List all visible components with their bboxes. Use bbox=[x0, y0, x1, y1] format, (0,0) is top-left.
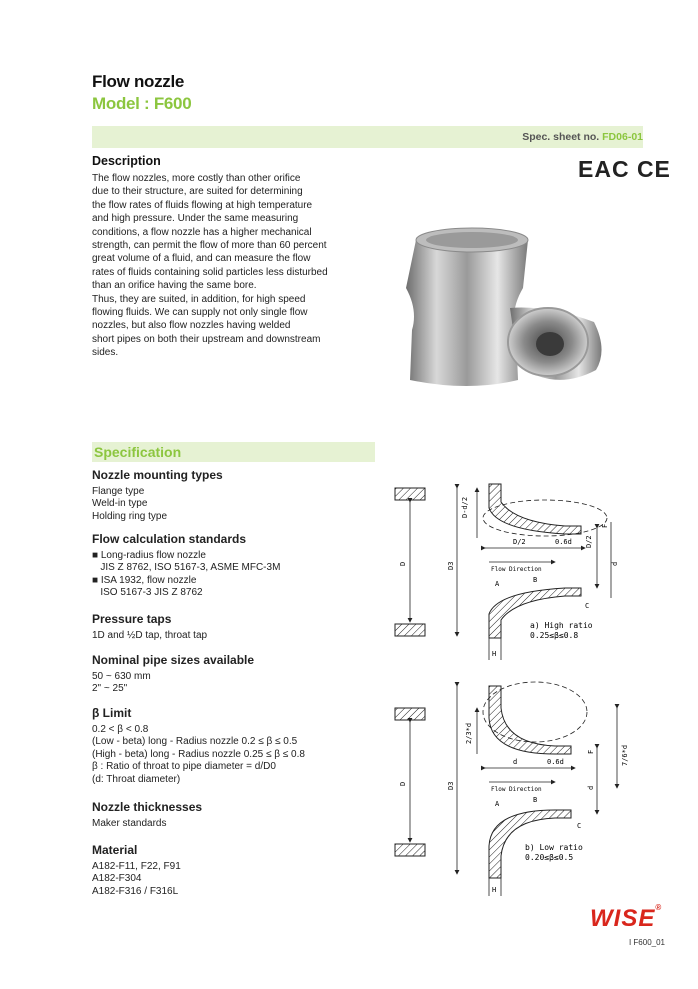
pipe-wall-top bbox=[395, 488, 425, 500]
dim-label: 7/6*d bbox=[621, 744, 629, 766]
description-line: Thus, they are suited, in addition, for high speed bbox=[92, 293, 306, 305]
point-label: A bbox=[495, 580, 500, 588]
diagram-low-ratio bbox=[395, 682, 629, 896]
nozzle-profile-top bbox=[489, 484, 581, 534]
nozzle-profile-top bbox=[489, 686, 571, 754]
dim-label: D3 bbox=[447, 561, 455, 570]
flow-nozzle-photo bbox=[398, 210, 614, 400]
point-label: A bbox=[495, 800, 500, 808]
description-text bbox=[92, 172, 357, 360]
diagram-high-ratio bbox=[395, 484, 619, 660]
dim-label: F bbox=[601, 523, 609, 528]
nozzle-drawings bbox=[385, 478, 650, 898]
flow-direction-label: Flow Direction bbox=[491, 786, 542, 793]
dim-label: H bbox=[492, 650, 497, 658]
dim-label: d bbox=[611, 561, 619, 566]
model-title: Model : F600 bbox=[92, 94, 192, 113]
pipe-wall-bottom bbox=[395, 844, 425, 856]
dim-label: D bbox=[399, 781, 407, 786]
specification-heading: Specification bbox=[94, 444, 182, 460]
mounting-types-heading: Nozzle mounting types bbox=[92, 468, 223, 482]
dim-label: D-d/2 bbox=[461, 496, 469, 518]
spec-sheet-number bbox=[522, 131, 643, 143]
spec-line: (Low - beta) long - Radius nozzle 0.2 ≤ β ≤ 0.5 bbox=[92, 736, 298, 748]
dim-label: d bbox=[587, 785, 595, 790]
spec-line: ■ ISA 1932, flow nozzle bbox=[92, 574, 197, 586]
spec-line: ■ Long-radius flow nozzle bbox=[92, 549, 206, 561]
spec-line: JIS Z 8762, ISO 5167-3, ASME MFC-3M bbox=[92, 562, 281, 574]
diagram-caption: a) High ratio bbox=[530, 621, 593, 630]
beta-limit-section bbox=[92, 707, 372, 787]
spec-line: A182-F304 bbox=[92, 873, 142, 885]
spec-line: 1D and ½D tap, throat tap bbox=[92, 629, 208, 641]
specification-bar bbox=[92, 442, 375, 462]
point-label: C bbox=[585, 602, 590, 610]
pipe-wall-bottom bbox=[395, 624, 425, 636]
spec-line: (d: Throat diameter) bbox=[92, 773, 181, 785]
point-label: C bbox=[577, 822, 582, 830]
certification-marks-icon: EAC CE bbox=[578, 156, 671, 182]
spec-sheet-code: FD06-01 bbox=[602, 131, 643, 143]
description-line: the flow rates of fluids flowing at high temperature bbox=[92, 199, 313, 211]
registered-mark: ® bbox=[655, 903, 663, 912]
dim-label: 0.6d bbox=[555, 538, 572, 546]
description-line: rates of fluids containing solid particles less disturbed bbox=[92, 266, 328, 278]
spec-line: 0.2 < β < 0.8 bbox=[92, 723, 149, 735]
dim-label: F bbox=[587, 749, 595, 754]
page-id: I F600_01 bbox=[628, 938, 665, 947]
dim-label: H bbox=[492, 886, 497, 894]
spec-line: Maker standards bbox=[92, 817, 167, 829]
calculation-standards-section bbox=[92, 533, 372, 600]
spec-line: Weld-in type bbox=[92, 498, 148, 510]
spec-line: β : Ratio of throat to pipe diameter = d/D0 bbox=[92, 761, 276, 773]
dim-label: D/2 bbox=[513, 538, 526, 546]
beta-limit-heading: β Limit bbox=[92, 706, 132, 720]
description-line: than an orifice having the same bore. bbox=[92, 280, 257, 292]
material-heading: Material bbox=[92, 843, 138, 857]
point-label: B bbox=[533, 576, 538, 584]
description-line: The flow nozzles, more costly than other orifice bbox=[92, 173, 301, 184]
brand-name: WISE bbox=[590, 905, 656, 932]
dim-label: D/2 bbox=[585, 535, 593, 548]
diagram-caption: 0.20≤β≤0.5 bbox=[525, 853, 574, 862]
spec-sheet-label: Spec. sheet no. bbox=[522, 131, 600, 143]
dim-label: D bbox=[399, 561, 407, 566]
spec-line: 2" ~ 25" bbox=[92, 683, 128, 695]
dim-label: d bbox=[513, 758, 518, 766]
diagram-caption: 0.25≤β≤0.8 bbox=[530, 631, 579, 640]
description-line: strength, can permit the flow of more than 60 percent bbox=[92, 240, 327, 252]
dim-label: D3 bbox=[447, 781, 455, 790]
spec-line: 50 ~ 630 mm bbox=[92, 670, 151, 682]
thickness-section bbox=[92, 801, 372, 830]
description-line: nozzles, but also flow nozzles having welded bbox=[92, 320, 291, 332]
description-line: conditions, a flow nozzle has a higher mechanical bbox=[92, 226, 312, 238]
spec-line: A182-F316 / F316L bbox=[92, 885, 179, 897]
pipe-wall-top bbox=[395, 708, 425, 720]
pipe-sizes-section bbox=[92, 654, 372, 696]
flow-direction-label: Flow Direction bbox=[491, 566, 542, 573]
thickness-heading: Nozzle thicknesses bbox=[92, 800, 203, 814]
spec-line: Holding ring type bbox=[92, 510, 168, 522]
material-section bbox=[92, 844, 372, 898]
description-line: sides. bbox=[92, 347, 119, 359]
spec-line: Flange type bbox=[92, 485, 145, 497]
dim-label: 2/3*d bbox=[465, 722, 473, 744]
spec-line: ISO 5167-3 JIS Z 8762 bbox=[92, 587, 203, 599]
description-heading: Description bbox=[92, 154, 161, 168]
description-line: due to their structure, are suited for determining bbox=[92, 186, 303, 198]
point-label: B bbox=[533, 796, 538, 804]
pressure-taps-section bbox=[92, 613, 372, 642]
spec-line: (High - beta) long - Radius nozzle 0.25 ≤ β ≤ 0.8 bbox=[92, 748, 305, 760]
page-title: Flow nozzle bbox=[92, 72, 185, 91]
diagram-caption: b) Low ratio bbox=[525, 843, 583, 852]
description-line: and high pressure. Under the same measuring bbox=[92, 213, 299, 225]
calculation-standards-heading: Flow calculation standards bbox=[92, 532, 247, 546]
mounting-types-section bbox=[92, 469, 372, 523]
wise-logo bbox=[590, 905, 662, 933]
description-line: flowing fluids. We can supply not only single flow bbox=[92, 307, 308, 319]
dim-label: 0.6d bbox=[547, 758, 564, 766]
description-line: short pipes on both their upstream and downstream bbox=[92, 333, 321, 345]
description-line: great volume of a fluid, and can measure the flow bbox=[92, 253, 311, 265]
pressure-taps-heading: Pressure taps bbox=[92, 612, 172, 626]
spec-line: A182-F11, F22, F91 bbox=[92, 860, 181, 872]
pipe-sizes-heading: Nominal pipe sizes available bbox=[92, 653, 255, 667]
